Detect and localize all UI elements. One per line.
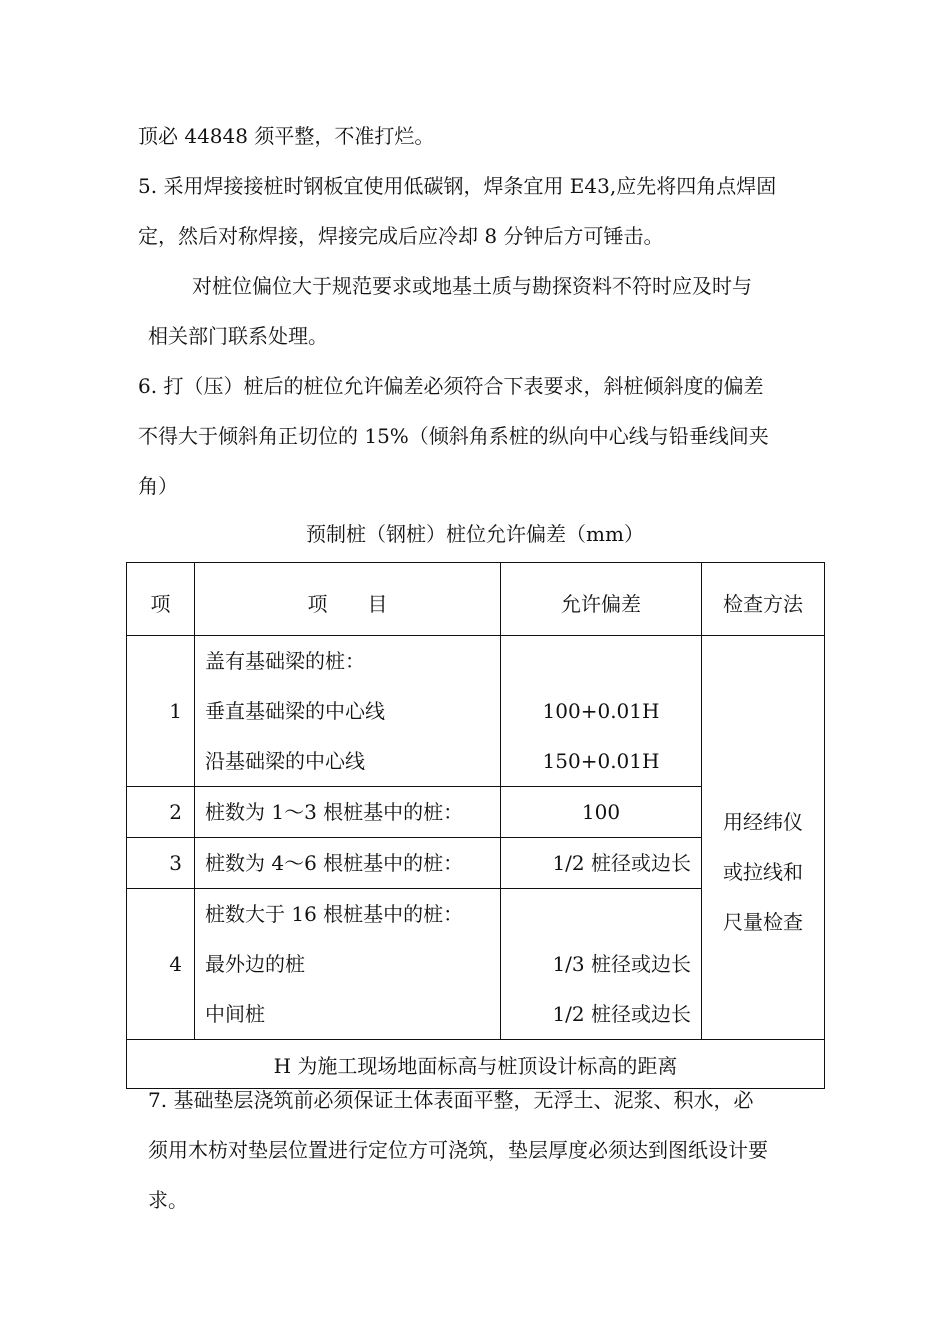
item-line: 桩数大于 16 根桩基中的桩： xyxy=(205,902,464,926)
item-line: 中间桩 xyxy=(205,1002,265,1026)
paragraph-line: 须用木枋对垫层位置进行定位方可浇筑，垫层厚度必须达到图纸设计要 xyxy=(148,1138,768,1162)
value-line: 1/2 桩径或边长 xyxy=(552,851,691,875)
paragraph-line: 5. 采用焊接接桩时钢板宜使用低碳钢，焊条宜用 E43,应先将四角点焊固 xyxy=(138,174,777,198)
header-item: 项 目 xyxy=(195,563,501,636)
paragraph-line: 求。 xyxy=(148,1188,188,1212)
value-line: 1/3 桩径或边长 xyxy=(552,952,691,976)
row-number: 2 xyxy=(127,787,195,838)
header-method: 检查方法 xyxy=(702,563,825,636)
row-values xyxy=(501,787,702,838)
paragraph-line: 7. 基础垫层浇筑前必须保证土体表面平整，无浮土、泥浆、积水，必 xyxy=(148,1088,754,1112)
paragraph-line: 定，然后对称焊接，焊接完成后应冷却 8 分钟后方可锤击。 xyxy=(138,224,664,248)
value-line xyxy=(501,889,691,939)
item-line: 桩数为 1～3 根桩基中的桩： xyxy=(205,800,464,824)
value-line: 150+0.01H xyxy=(542,749,660,773)
deviation-table xyxy=(126,562,825,1089)
row-items xyxy=(195,838,501,889)
paragraph-line: 不得大于倾斜角正切位的 15%（倾斜角系桩的纵向中心线与铅垂线间夹 xyxy=(138,424,769,448)
check-method xyxy=(702,636,825,1040)
row-values xyxy=(501,889,702,1040)
item-line: 盖有基础梁的桩： xyxy=(205,649,365,673)
table-caption: 预制桩（钢桩）桩位允许偏差（mm） xyxy=(306,522,644,546)
header-tolerance: 允许偏差 xyxy=(501,563,702,636)
paragraph-line: 顶必 44848 须平整，不准打烂。 xyxy=(138,124,435,148)
row-items xyxy=(195,636,501,787)
item-line: 垂直基础梁的中心线 xyxy=(205,699,385,723)
item-line: 最外边的桩 xyxy=(205,952,305,976)
paragraph-line: 相关部门联系处理。 xyxy=(148,324,328,348)
row-values xyxy=(501,838,702,889)
header-no: 项 xyxy=(127,563,195,636)
row-items xyxy=(195,787,501,838)
paragraph-line: 对桩位偏位大于规范要求或地基土质与勘探资料不符时应及时与 xyxy=(192,274,752,298)
row-items xyxy=(195,889,501,1040)
row-number: 1 xyxy=(127,636,195,787)
paragraph-line: 6. 打（压）桩后的桩位允许偏差必须符合下表要求，斜桩倾斜度的偏差 xyxy=(138,374,764,398)
table-row xyxy=(127,636,825,787)
method-line: 用经纬仪 xyxy=(723,809,803,834)
paragraph-line: 角） xyxy=(138,474,178,498)
method-line: 尺量检查 xyxy=(723,909,803,934)
table-footnote-row xyxy=(127,1040,825,1089)
value-line xyxy=(501,636,701,686)
row-number: 3 xyxy=(127,838,195,889)
value-line: 100+0.01H xyxy=(542,699,660,723)
value-line: 1/2 桩径或边长 xyxy=(552,1002,691,1026)
table-header-row xyxy=(127,563,825,636)
item-line: 桩数为 4～6 根桩基中的桩： xyxy=(205,851,464,875)
row-values xyxy=(501,636,702,787)
table-footnote: H 为施工现场地面标高与桩顶设计标高的距离 xyxy=(127,1040,825,1089)
item-line: 沿基础梁的中心线 xyxy=(205,749,365,773)
row-number: 4 xyxy=(127,889,195,1040)
method-line: 或拉线和 xyxy=(723,859,803,884)
value-line: 100 xyxy=(581,800,621,824)
